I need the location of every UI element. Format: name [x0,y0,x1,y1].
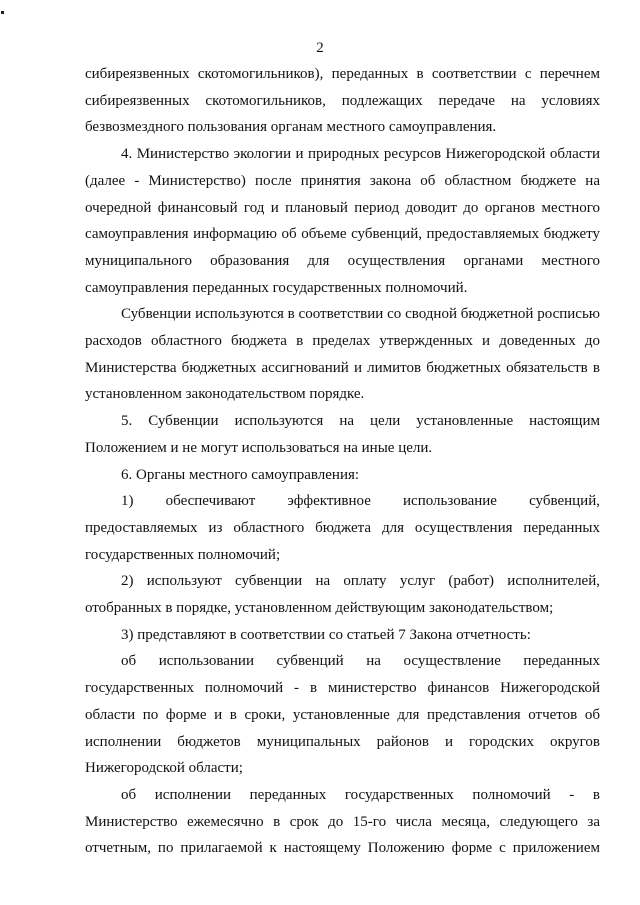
page-number: 2 [316,40,324,56]
paragraph-subventions-use: Субвенции используются в соответствии со сводной бюджетной росписью расходов областного бюджета в пределах утвержденных и доведенных до Министерства бюджетных ассигнований и лимитов бюджетных обязательств в установленном законодательством порядке. [85,306,600,403]
paragraph-subitem-3: 3) представляют в соответствии со статьей 7 Закона отчетность: [121,626,531,643]
paragraph-report-ministry: об исполнении переданных государственных полномочий - в Министерство ежемесячно в срок до 15-го числа месяца, следующего за отчетным, по прилагаемой к настоящему Положению форме с приложением [85,786,600,857]
paragraph-item-5: 5. Субвенции используются на цели установленные настоящим Положением и не могут использоваться на иные цели. [85,413,600,456]
paragraph-report-finance: об использовании субвенций на осуществление переданных государственных полномочий - в министерство финансов Нижегородской области по форме и в сроки, установленные для представления отчетов об исполнении бюджетов муниципальных районов и городских округов Нижегородской области; [85,653,600,777]
paragraph-continuation: сибиреязвенных скотомогильников), переданных в соответствии с перечнем сибиреязвенных скотомогильников, подлежащих передаче на условиях безвозмездного пользования органам местного самоуправления. [85,66,600,136]
paragraph-subitem-1: 1) обеспечивают эффективное использование субвенций, предоставляемых из областного бюджета для осуществления переданных государственных полномочий; [85,493,600,563]
paragraph-item-6: 6. Органы местного самоуправления: [121,466,360,483]
paragraph-subitem-2: 2) используют субвенции на оплату услуг (работ) исполнителей, отобранных в порядке, установленном действующим законодательством; [85,573,600,617]
document-body [85,61,600,862]
scan-mark [1,11,4,14]
paragraph-item-4: 4. Министерство экологии и природных ресурсов Нижегородской области (далее - Министерство) после принятия закона об областном бюджете на очередной финансовый год и плановый период доводит до органов местного самоуправления информацию об объеме субвенций, предоставляемых бюджету муниципального образования для осуществления органами местного самоуправления переданных государственных полномочий. [85,146,600,296]
